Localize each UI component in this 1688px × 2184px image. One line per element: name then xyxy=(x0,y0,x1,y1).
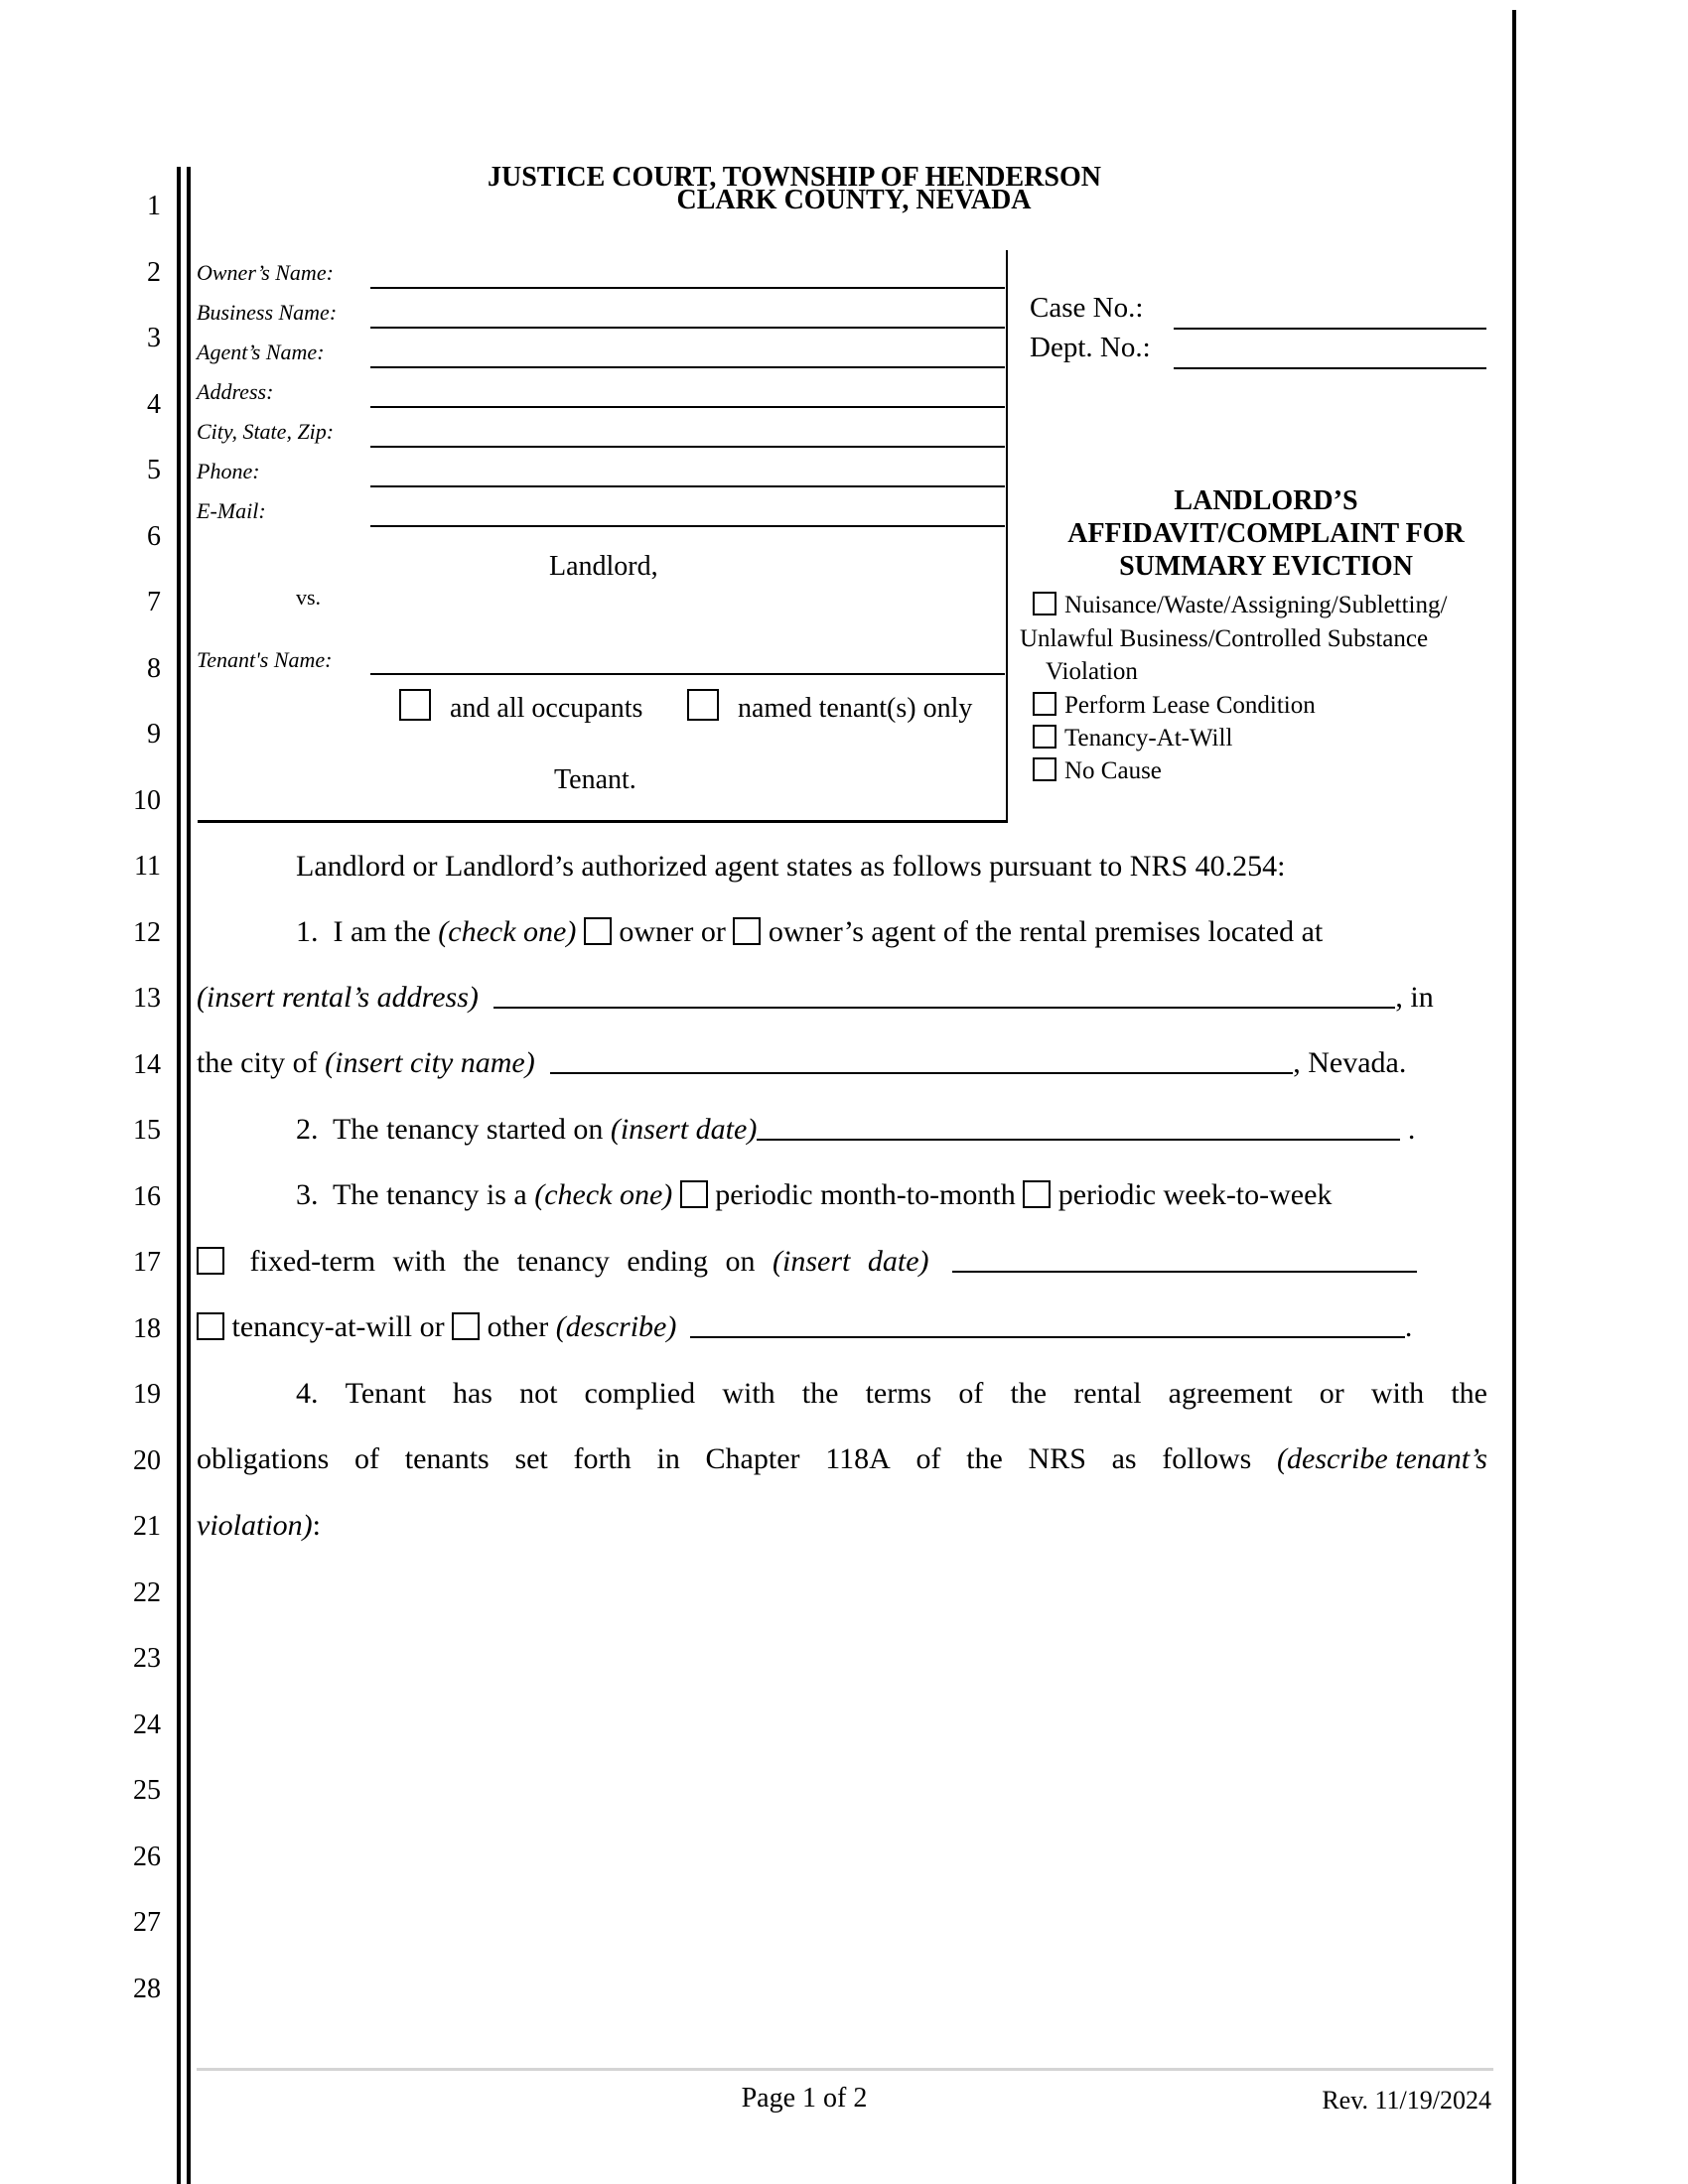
occupants-option xyxy=(399,689,642,724)
item-2-hint: (insert date) xyxy=(610,1113,758,1146)
line-number: 20 xyxy=(133,1445,161,1476)
line-number: 15 xyxy=(133,1115,161,1146)
fixed-term-line xyxy=(197,1245,1487,1279)
word: set xyxy=(514,1442,548,1475)
month-to-month-label: periodic month-to-month xyxy=(715,1178,1016,1211)
other-tenancy-line xyxy=(197,1310,1487,1344)
agent-name-label: Agent’s Name: xyxy=(197,340,325,364)
title-line-2: AFFIDAVIT/COMPLAINT FOR xyxy=(1067,518,1465,549)
line-number: 22 xyxy=(133,1577,161,1608)
rental-address-hint: (insert rental’s address) xyxy=(197,981,479,1014)
line-number: 21 xyxy=(133,1511,161,1542)
line-number: 7 xyxy=(147,587,161,617)
word: 118A xyxy=(825,1442,891,1475)
and-all-occupants-checkbox[interactable] xyxy=(399,689,431,721)
address-label: Address: xyxy=(197,379,274,404)
week-to-week-label: periodic week-to-week xyxy=(1057,1178,1333,1211)
line-number: 2 xyxy=(147,257,161,288)
line-number: 4 xyxy=(147,389,161,420)
word: Chapter xyxy=(705,1442,800,1475)
month-to-month-checkbox[interactable] xyxy=(680,1180,708,1208)
no-cause-checkbox[interactable] xyxy=(1033,757,1056,781)
city-suffix: , Nevada. xyxy=(1293,1046,1407,1079)
fixed-term-label: fixed-term with the tenancy ending on xyxy=(249,1245,756,1278)
item-2-prefix: 2. The tenancy started on xyxy=(296,1113,604,1146)
line-number: 5 xyxy=(147,455,161,485)
dept-no-field[interactable] xyxy=(1174,367,1486,369)
named-tenants-option xyxy=(687,689,972,724)
word: NRS xyxy=(1028,1442,1086,1475)
rental-address-field[interactable] xyxy=(493,981,1395,1009)
violation-description-area[interactable] xyxy=(197,1559,1487,2025)
word: of xyxy=(958,1377,984,1410)
fixed-term-end-date-field[interactable] xyxy=(952,1245,1417,1273)
item-3-line xyxy=(296,1178,1487,1212)
tenancy-start-date-field[interactable] xyxy=(757,1113,1400,1141)
line-number: 27 xyxy=(133,1907,161,1938)
ground-perform-lease xyxy=(1033,691,1316,721)
line-number: 26 xyxy=(133,1842,161,1872)
word: forth xyxy=(573,1442,632,1475)
case-no-label: Case No.: xyxy=(1030,292,1144,324)
phone-label: Phone: xyxy=(197,459,260,483)
word: of xyxy=(354,1442,380,1475)
item-4-hint: (describe tenant’s xyxy=(1277,1442,1487,1475)
word: rental xyxy=(1073,1377,1142,1410)
line-number: 19 xyxy=(133,1379,161,1410)
line-number: 10 xyxy=(133,785,161,816)
line-number: 9 xyxy=(147,719,161,750)
email-label: E-Mail: xyxy=(197,498,266,523)
word: or xyxy=(1319,1377,1344,1410)
item-4-line-1 xyxy=(296,1377,1487,1411)
court-county: CLARK COUNTY, NEVADA xyxy=(676,185,1032,215)
right-margin-rule xyxy=(1512,10,1516,2184)
word: as xyxy=(1111,1442,1137,1475)
court-name: JUSTICE COURT, TOWNSHIP OF HENDERSON xyxy=(488,162,1101,193)
title-line-3: SUMMARY EVICTION xyxy=(1119,551,1413,582)
item-4-hint-cont: violation) xyxy=(197,1509,313,1542)
title-line-1: LANDLORD’S xyxy=(1174,485,1358,516)
perform-lease-label: Perform Lease Condition xyxy=(1064,692,1316,719)
word: Tenant xyxy=(345,1377,426,1410)
other-label: other xyxy=(487,1310,549,1343)
fixed-term-checkbox[interactable] xyxy=(197,1247,224,1275)
named-tenants-only-checkbox[interactable] xyxy=(687,689,719,721)
tenancy-at-will-option-checkbox[interactable] xyxy=(197,1312,224,1340)
other-checkbox[interactable] xyxy=(452,1312,480,1340)
tenant-name-field[interactable] xyxy=(370,673,1005,675)
case-no-field[interactable] xyxy=(1174,328,1486,330)
line-number: 17 xyxy=(133,1247,161,1278)
word: with xyxy=(1370,1377,1425,1410)
no-cause-label: No Cause xyxy=(1064,757,1162,784)
phone-field[interactable] xyxy=(370,485,1005,487)
word: not xyxy=(519,1377,558,1410)
dept-no-label: Dept. No.: xyxy=(1030,332,1151,363)
named-tenants-only-label: named tenant(s) only xyxy=(738,693,973,724)
word: agreement xyxy=(1168,1377,1293,1410)
fixed-term-hint: (insert date) xyxy=(773,1245,929,1278)
city-line xyxy=(197,1046,1487,1080)
line-number: 12 xyxy=(133,917,161,948)
line-number: 24 xyxy=(133,1709,161,1740)
address-field[interactable] xyxy=(370,406,1005,408)
revision-date: Rev. 11/19/2024 xyxy=(1322,2086,1491,2115)
other-describe-field[interactable] xyxy=(690,1310,1405,1338)
and-all-occupants-label: and all occupants xyxy=(450,693,643,724)
word: of xyxy=(915,1442,941,1475)
line-number: 23 xyxy=(133,1643,161,1674)
ground-nuisance xyxy=(1033,591,1447,620)
line-number: 18 xyxy=(133,1313,161,1344)
line-number: 6 xyxy=(147,521,161,552)
word: the xyxy=(966,1442,1003,1475)
item-4-suffix: : xyxy=(312,1509,321,1542)
city-state-zip-label: City, State, Zip: xyxy=(197,419,335,444)
line-number: 13 xyxy=(133,983,161,1014)
owners-agent-label: owner’s agent of the rental premises located at xyxy=(768,915,1324,948)
tenant-name-label: Tenant's Name: xyxy=(197,647,333,672)
item-1-line xyxy=(296,915,1487,949)
word: complied xyxy=(584,1377,696,1410)
owner-checkbox[interactable] xyxy=(584,917,612,945)
word: the xyxy=(1451,1377,1487,1410)
week-to-week-checkbox[interactable] xyxy=(1023,1180,1051,1208)
word: follows xyxy=(1162,1442,1252,1475)
item-2-line xyxy=(296,1113,1587,1147)
line-number: 11 xyxy=(134,851,161,882)
footer-rule xyxy=(197,2068,1493,2071)
rental-address-suffix: , in xyxy=(1395,981,1434,1014)
word: 4. xyxy=(296,1377,319,1410)
nuisance-checkbox[interactable] xyxy=(1033,592,1056,615)
owner-name-label: Owner’s Name: xyxy=(197,260,334,285)
tenancy-at-will-option-label: tenancy-at-will or xyxy=(231,1310,445,1343)
city-hint: (insert city name) xyxy=(325,1046,535,1079)
word: obligations xyxy=(197,1442,330,1475)
city-prefix: the city of xyxy=(197,1046,318,1079)
item-4-line-2 xyxy=(197,1442,1487,1476)
tenant-label: Tenant. xyxy=(554,764,636,795)
ground-no-cause xyxy=(1033,756,1162,786)
left-margin-rule-outer xyxy=(177,167,181,2184)
other-hint: (describe) xyxy=(555,1310,677,1343)
item-3-hint: (check one) xyxy=(534,1178,673,1211)
caption-bottom-rule xyxy=(198,820,1008,823)
landlord-label: Landlord, xyxy=(549,551,658,582)
page-number: Page 1 of 2 xyxy=(741,2083,868,2114)
business-name-field[interactable] xyxy=(370,327,1005,329)
intro-statement: Landlord or Landlord’s authorized agent states as follows pursuant to NRS 40.254: xyxy=(296,850,1286,883)
owner-name-field[interactable] xyxy=(370,287,1005,289)
owners-agent-checkbox[interactable] xyxy=(733,917,761,945)
item-3-prefix: 3. The tenancy is a xyxy=(296,1178,527,1211)
city-field[interactable] xyxy=(550,1046,1293,1074)
ground-tenancy-at-will xyxy=(1033,724,1232,753)
word: has xyxy=(452,1377,492,1410)
agent-name-field[interactable] xyxy=(370,366,1005,368)
word: the xyxy=(801,1377,839,1410)
word: the xyxy=(1010,1377,1048,1410)
ground-nuisance-cont-1: Unlawful Business/Controlled Substance xyxy=(1020,625,1429,652)
line-number: 8 xyxy=(147,653,161,684)
tenancy-at-will-checkbox[interactable] xyxy=(1033,725,1056,749)
word: with xyxy=(722,1377,775,1410)
line-number: 25 xyxy=(133,1775,161,1806)
tenancy-at-will-label: Tenancy-At-Will xyxy=(1064,725,1233,751)
business-name-label: Business Name: xyxy=(197,300,338,325)
vs-label: vs. xyxy=(296,585,322,610)
rental-address-line xyxy=(197,981,1487,1015)
line-number: 16 xyxy=(133,1181,161,1212)
owner-label: owner or xyxy=(619,915,726,948)
email-field[interactable] xyxy=(370,525,1005,527)
line-number: 1 xyxy=(147,191,161,221)
city-state-zip-field[interactable] xyxy=(370,446,1005,448)
word: in xyxy=(656,1442,680,1475)
line-number: 3 xyxy=(147,323,161,353)
word: terms xyxy=(865,1377,932,1410)
item-1-prefix: 1. I am the xyxy=(296,915,431,948)
line-number: 14 xyxy=(133,1049,161,1080)
perform-lease-checkbox[interactable] xyxy=(1033,692,1056,716)
caption-divider xyxy=(1006,250,1008,822)
item-4-line-3 xyxy=(197,1509,1487,1543)
word: tenants xyxy=(404,1442,490,1475)
ground-nuisance-cont-2: Violation xyxy=(1046,658,1138,685)
nuisance-label: Nuisance/Waste/Assigning/Subletting/ xyxy=(1064,592,1448,618)
item-2-suffix: . xyxy=(1407,1113,1416,1146)
item-1-hint: (check one) xyxy=(438,915,577,948)
other-suffix: . xyxy=(1404,1310,1413,1343)
left-margin-rule-inner xyxy=(187,167,191,2184)
line-number: 28 xyxy=(133,1974,161,2004)
